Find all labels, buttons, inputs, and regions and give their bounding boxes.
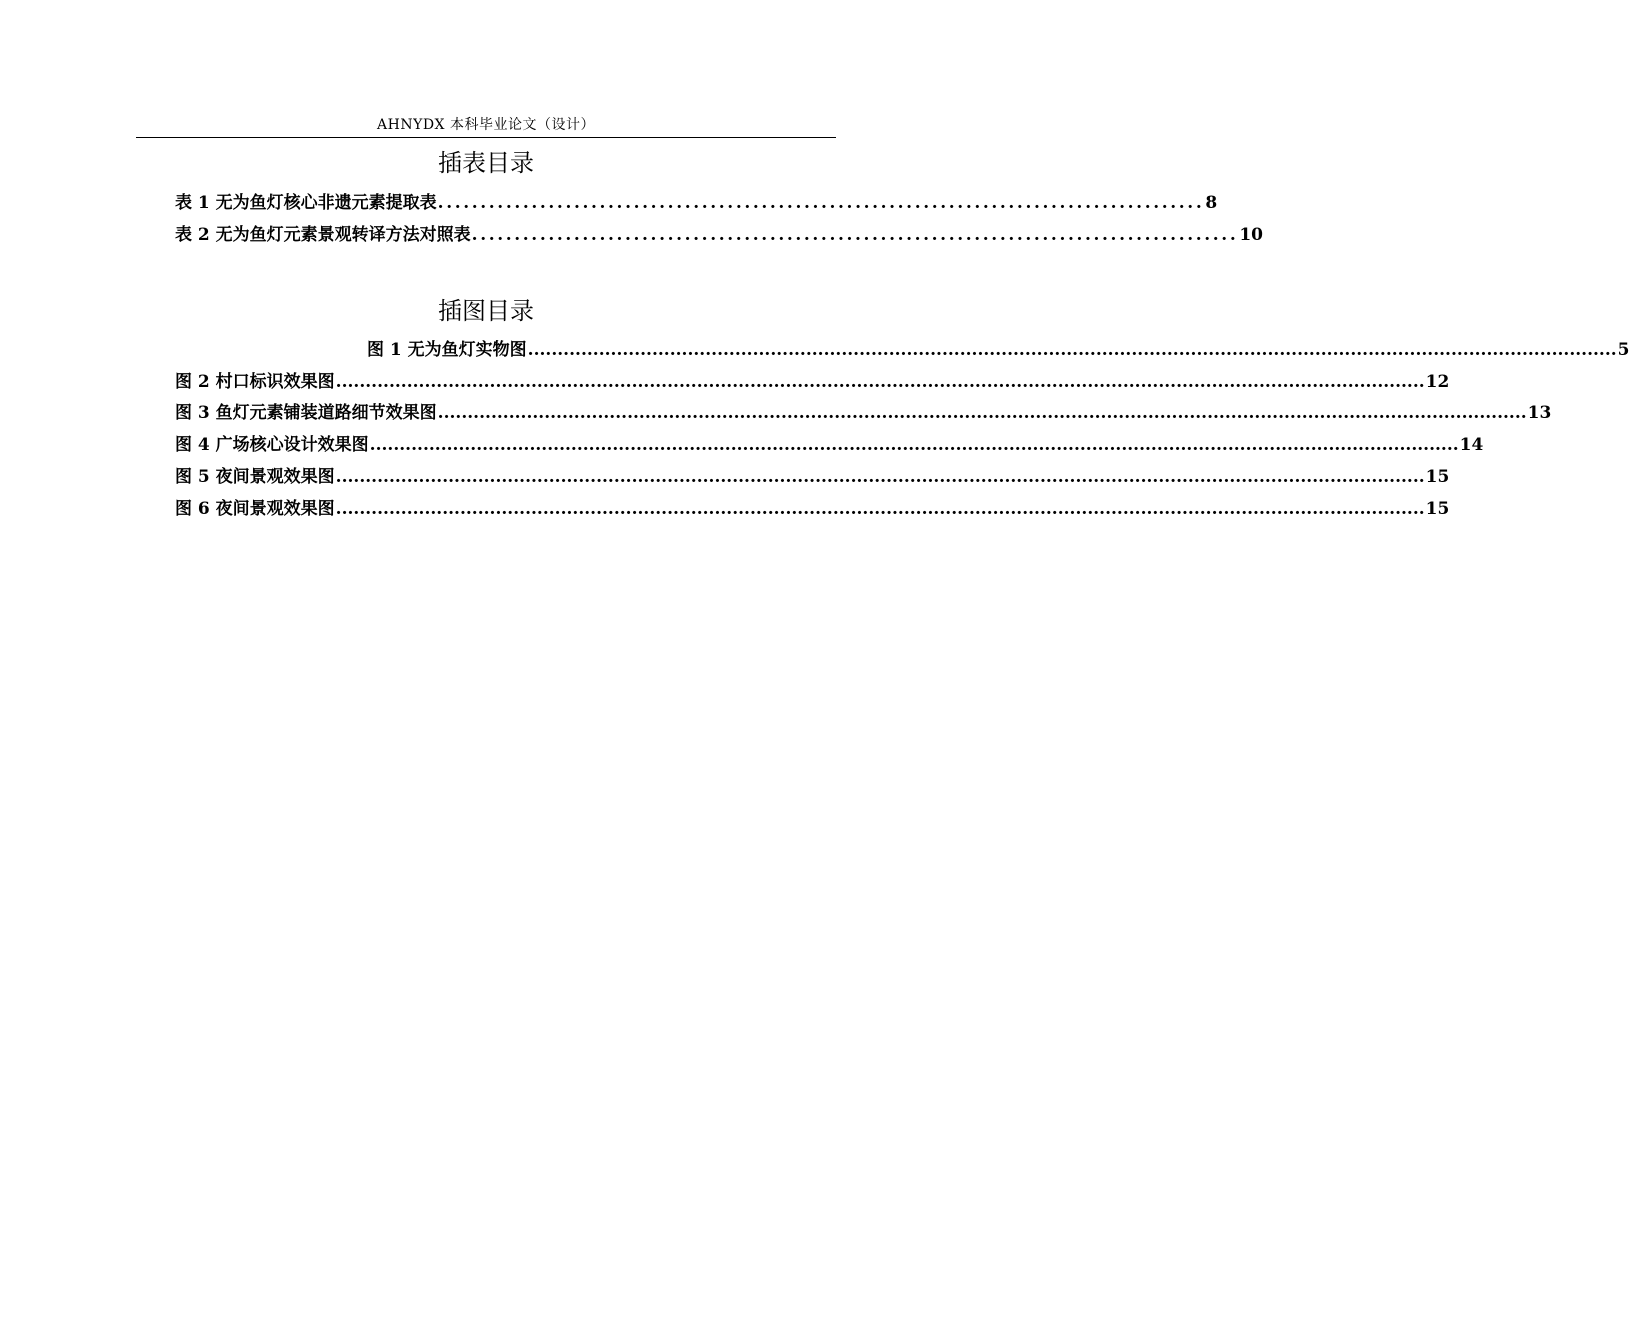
toc-leader-dots: ........................................................................................................................................................................................	[369, 435, 1459, 455]
toc-entry-label: 图 1 无为鱼灯实物图	[367, 340, 527, 360]
toc-leader-dots: ........................................................................................................................................................................................	[335, 499, 1425, 519]
toc-entry-label: 图 3 鱼灯元素铺装道路细节效果图	[175, 403, 437, 423]
toc-entry-page: 8	[1205, 193, 1218, 213]
toc-entry-figure-5[interactable]	[175, 466, 1450, 488]
toc-entry-page: 14	[1459, 435, 1484, 455]
figures-section-title: 插图目录	[438, 297, 534, 325]
toc-entry-label: 表 2 无为鱼灯元素景观转译方法对照表	[175, 225, 471, 245]
toc-entry-figure-2[interactable]	[175, 371, 1450, 393]
toc-entry-table-2[interactable]	[175, 224, 1264, 246]
toc-leader-dots: ..........................................................................................	[437, 193, 1205, 213]
toc-entry-label: 图 6 夜间景观效果图	[175, 499, 335, 519]
toc-entry-label: 图 4 广场核心设计效果图	[175, 435, 369, 455]
toc-entry-table-1[interactable]	[175, 192, 1218, 214]
toc-entry-page: 13	[1527, 403, 1552, 423]
toc-entry-figure-4[interactable]	[175, 434, 1484, 456]
toc-entry-page: 12	[1425, 372, 1450, 392]
toc-entry-page: 15	[1425, 467, 1450, 487]
toc-leader-dots: ..........................................................................................	[471, 225, 1239, 245]
running-header: AHNYDX 本科毕业论文（设计）	[377, 117, 595, 133]
toc-leader-dots: ........................................................................................................................................................................................	[437, 403, 1527, 423]
toc-entry-figure-1[interactable]	[367, 339, 1630, 361]
toc-entry-figure-6[interactable]	[175, 498, 1450, 520]
toc-leader-dots: ........................................................................................................................................................................................	[335, 372, 1425, 392]
toc-entry-page: 10	[1239, 225, 1264, 245]
toc-entry-page: 5	[1617, 340, 1630, 360]
header-rule	[136, 137, 836, 138]
toc-entry-label: 图 2 村口标识效果图	[175, 372, 335, 392]
toc-leader-dots: ........................................................................................................................................................................................	[527, 340, 1617, 360]
tables-section-title: 插表目录	[438, 149, 534, 177]
toc-entry-page: 15	[1425, 499, 1450, 519]
toc-leader-dots: ........................................................................................................................................................................................	[335, 467, 1425, 487]
toc-entry-label: 图 5 夜间景观效果图	[175, 467, 335, 487]
toc-entry-label: 表 1 无为鱼灯核心非遗元素提取表	[175, 193, 437, 213]
toc-entry-figure-3[interactable]	[175, 402, 1552, 424]
